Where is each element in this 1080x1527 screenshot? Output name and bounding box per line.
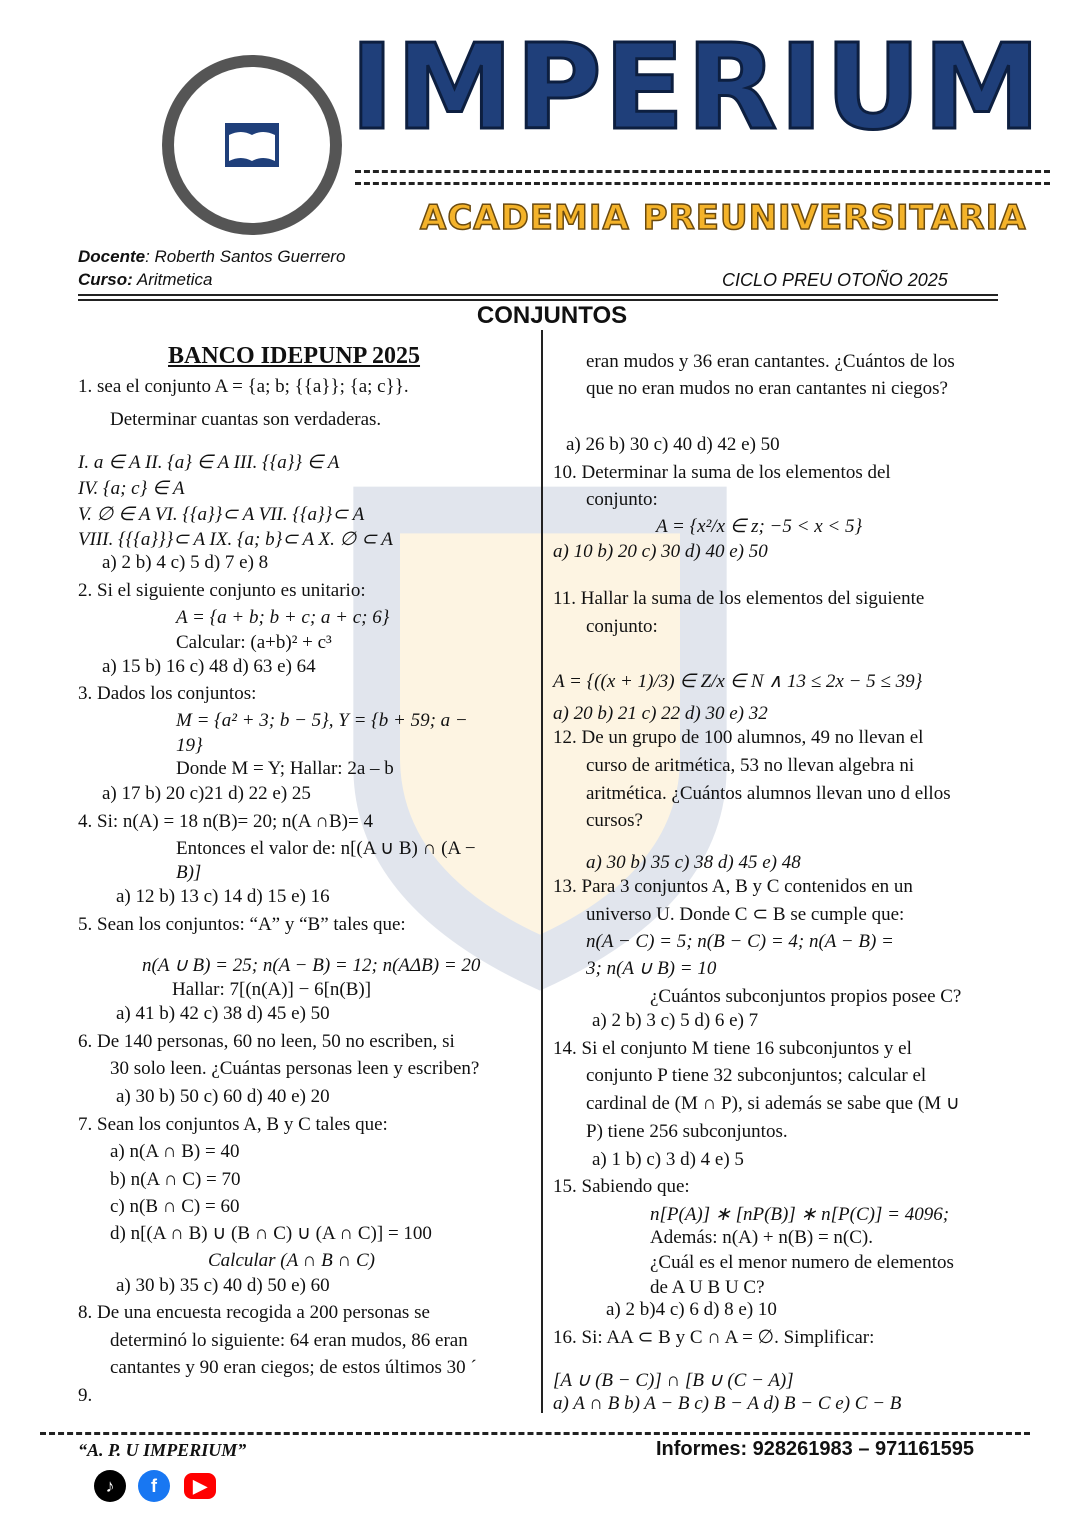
teacher-label: Docente bbox=[78, 247, 146, 266]
text-line: n(A − C) = 5; n(B − C) = 4; n(A − B) = bbox=[586, 931, 894, 952]
text-line: a) 2 b) 4 c) 5 d) 7 e) 8 bbox=[102, 552, 269, 573]
text-line: 9. bbox=[78, 1385, 93, 1406]
text-line: a) 15 b) 16 c) 48 d) 63 e) 64 bbox=[102, 656, 316, 677]
text-line: que no eran mudos no eran cantantes ni ciegos? bbox=[586, 378, 948, 399]
text-line: a) 26 b) 30 c) 40 d) 42 e) 50 bbox=[566, 434, 780, 455]
text-line: Calcular: (a+b)² + c³ bbox=[176, 632, 332, 653]
text-line: a) 41 b) 42 c) 38 d) 45 e) 50 bbox=[116, 1003, 330, 1024]
text-line: 4. Si: n(A) = 18 n(B)= 20; n(A ∩B)= 4 bbox=[78, 811, 373, 832]
text-line: a) 30 b) 50 c) 60 d) 40 e) 20 bbox=[116, 1086, 330, 1107]
section-heading: BANCO IDEPUNP 2025 bbox=[168, 343, 421, 369]
text-line: P) tiene 256 subconjuntos. bbox=[586, 1121, 788, 1142]
text-line: Donde M = Y; Hallar: 2a – b bbox=[176, 758, 394, 779]
facebook-icon[interactable]: f bbox=[138, 1470, 170, 1502]
footer-brand: “A. P. U IMPERIUM” bbox=[78, 1440, 247, 1460]
text-line: a) 1 b) c) 3 d) 4 e) 5 bbox=[592, 1149, 744, 1170]
teacher-line: Docente: Roberth Santos Guerrero bbox=[78, 247, 346, 266]
text-line: b) n(A ∩ C) = 70 bbox=[110, 1169, 241, 1190]
text-line: a) 20 b) 21 c) 22 d) 30 e) 32 bbox=[553, 703, 768, 724]
text-line: Calcular (A ∩ B ∩ C) bbox=[208, 1250, 375, 1271]
text-line: A = {a + b; b + c; a + c; 6} bbox=[176, 607, 390, 628]
text-line: 6. De 140 personas, 60 no leen, 50 no escriben, si bbox=[78, 1031, 455, 1052]
book-icon bbox=[217, 115, 287, 175]
footer-contact: Informes: 928261983 – 971161595 bbox=[656, 1438, 975, 1460]
text-line: a) 2 b) 3 c) 5 d) 6 e) 7 bbox=[592, 1010, 759, 1031]
text-line: 14. Si el conjunto M tiene 16 subconjuntos y el bbox=[553, 1038, 912, 1059]
text-line: conjunto: bbox=[586, 489, 658, 510]
text-line: 12. De un grupo de 100 alumnos, 49 no llevan el bbox=[553, 727, 924, 748]
text-line: 19} bbox=[176, 735, 203, 756]
cycle-label: CICLO PREU OTOÑO 2025 bbox=[722, 270, 948, 290]
text-line: Además: n(A) + n(B) = n(C). bbox=[650, 1227, 873, 1248]
text-line: M = {a² + 3; b − 5}, Y = {b + 59; a − bbox=[176, 710, 468, 731]
divider bbox=[78, 299, 998, 301]
text-line: a) 10 b) 20 c) 30 d) 40 e) 50 bbox=[553, 541, 768, 562]
divider bbox=[355, 182, 1050, 185]
text-line: B)] bbox=[176, 862, 202, 883]
text-line: 3. Dados los conjuntos: bbox=[78, 683, 257, 704]
text-line: curso de aritmética, 53 no llevan algebra ni bbox=[586, 755, 915, 776]
divider bbox=[78, 294, 998, 296]
text-line: 15. Sabiendo que: bbox=[553, 1176, 690, 1197]
text-line: 2. Si el siguiente conjunto es unitario: bbox=[78, 580, 366, 601]
text-line: Entonces el valor de: n[(A ∪ B) ∩ (A − bbox=[176, 838, 476, 859]
academy-logo bbox=[162, 55, 342, 235]
text-line: Hallar: 7[(n(A)] − 6[n(B)] bbox=[172, 979, 372, 1000]
text-line: 13. Para 3 conjuntos A, B y C contenidos en un bbox=[553, 876, 913, 897]
course-label: Curso: bbox=[78, 270, 133, 289]
text-line: n(A ∪ B) = 25; n(A − B) = 12; n(AΔB) = 20 bbox=[142, 955, 481, 976]
course-line bbox=[78, 270, 212, 290]
youtube-icon[interactable]: ▶ bbox=[184, 1473, 216, 1499]
text-line: A = {((x + 1)/3) ∈ Z/x ∈ N ∧ 13 ≤ 2x − 5 ≤ 39} bbox=[553, 671, 923, 692]
text-line: [A ∪ (B − C)] ∩ [B ∪ (C − A)] bbox=[553, 1370, 794, 1391]
text-line: IV. {a; c} ∈ A bbox=[78, 478, 185, 499]
page-title: CONJUNTOS bbox=[476, 302, 628, 329]
text-line: 30 solo leen. ¿Cuántas personas leen y escriben? bbox=[110, 1058, 480, 1079]
text-line: 8. De una encuesta recogida a 200 personas se bbox=[78, 1302, 430, 1323]
text-line: c) n(B ∩ C) = 60 bbox=[110, 1196, 240, 1217]
text-line: conjunto P tiene 32 subconjuntos; calcular el bbox=[586, 1065, 927, 1086]
text-line: Determinar cuantas son verdaderas. bbox=[110, 409, 382, 430]
column-divider bbox=[541, 330, 543, 1413]
text-line: ¿Cuántos subconjuntos propios posee C? bbox=[650, 986, 962, 1007]
text-line: d) n[(A ∩ B) ∪ (B ∩ C) ∪ (A ∩ C)] = 100 bbox=[110, 1223, 432, 1244]
text-line: 3; n(A ∪ B) = 10 bbox=[586, 958, 717, 979]
text-line: A = {x²/x ∈ z; −5 < x < 5} bbox=[656, 516, 863, 537]
tiktok-icon[interactable]: ♪ bbox=[94, 1470, 126, 1502]
teacher-name: Roberth Santos Guerrero bbox=[154, 247, 346, 266]
text-line: a) n(A ∩ B) = 40 bbox=[110, 1141, 240, 1162]
text-line: a) A ∩ B b) A − B c) B − A d) B − C e) C − B bbox=[553, 1393, 902, 1414]
course-name: Aritmetica bbox=[136, 270, 213, 289]
text-line: 7. Sean los conjuntos A, B y C tales que: bbox=[78, 1114, 388, 1135]
text-line: I. a ∈ A II. {a} ∈ A III. {{a}} ∈ A bbox=[78, 452, 340, 473]
text-line: 16. Si: AA ⊂ B y C ∩ A = ∅. Simplificar: bbox=[553, 1327, 875, 1348]
text-line: de A U B U C? bbox=[650, 1277, 765, 1298]
text-line: a) 2 b)4 c) 6 d) 8 e) 10 bbox=[606, 1299, 777, 1320]
text-line: 10. Determinar la suma de los elementos del bbox=[553, 462, 891, 483]
text-line: cardinal de (M ∩ P), si además se sabe que (M ∪ bbox=[586, 1093, 960, 1114]
text-line: a) 30 b) 35 c) 38 d) 45 e) 48 bbox=[586, 852, 801, 873]
text-line: 1. sea el conjunto A = {a; b; {{a}}; {a; c}}. bbox=[78, 376, 409, 397]
text-line: cursos? bbox=[586, 810, 643, 831]
text-line: VIII. {{{a}}}⊂ A IX. {a; b}⊂ A X. ∅ ⊂ A bbox=[78, 529, 393, 550]
text-line: cantantes y 90 eran ciegos; de estos últimos 30 ´ bbox=[110, 1357, 477, 1378]
text-line: 11. Hallar la suma de los elementos del siguiente bbox=[553, 588, 925, 609]
text-line: a) 30 b) 35 c) 40 d) 50 e) 60 bbox=[116, 1275, 330, 1296]
divider bbox=[355, 170, 1050, 173]
text-line: ¿Cuál es el menor numero de elementos bbox=[650, 1252, 954, 1273]
footer-divider bbox=[40, 1432, 1030, 1435]
text-line: conjunto: bbox=[586, 616, 658, 637]
text-line: eran mudos y 36 eran cantantes. ¿Cuántos de los bbox=[586, 351, 955, 372]
brand-subtitle: ACADEMIA PREUNIVERSITARIA bbox=[420, 198, 1027, 238]
text-line: a) 17 b) 20 c)21 d) 22 e) 25 bbox=[102, 783, 311, 804]
text-line: determinó lo siguiente: 64 eran mudos, 86 eran bbox=[110, 1330, 468, 1351]
brand-title: IMPERIUM bbox=[350, 18, 1043, 156]
text-line: 5. Sean los conjuntos: “A” y “B” tales que: bbox=[78, 914, 406, 935]
text-line: n[P(A)] ∗ [nP(B)] ∗ n[P(C)] = 4096; bbox=[650, 1204, 950, 1225]
text-line: universo U. Donde C ⊂ B se cumple que: bbox=[586, 904, 905, 925]
text-line: a) 12 b) 13 c) 14 d) 15 e) 16 bbox=[116, 886, 330, 907]
text-line: aritmética. ¿Cuántos alumnos llevan uno d ellos bbox=[586, 783, 951, 804]
text-line: V. ∅ ∈ A VI. {{a}}⊂ A VII. {{a}}⊂ A bbox=[78, 504, 365, 525]
